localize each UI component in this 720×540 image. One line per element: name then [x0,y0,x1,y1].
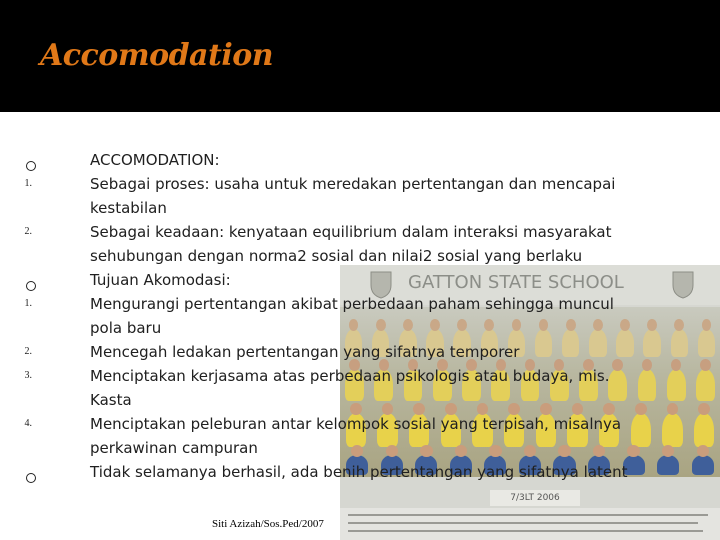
bullet-list [20,148,710,484]
title-band [0,0,720,112]
list-item [20,364,710,412]
list-item [20,460,710,484]
item-text-continued: sehubungan dengan norma2 sosial dan nilai2 sosial yang berlaku [90,247,583,265]
list-number: 2. [24,346,32,357]
item-text: : usaha untuk meredakan pertentangan dan mencapai [204,175,616,193]
item-text: Menciptakan kerjasama atas perbedaan psikologis atau budaya, mis. [90,367,610,385]
item-lead: Sebagai proses [90,175,205,193]
bullet-circle-icon [20,466,42,490]
list-item [20,172,710,220]
item-text: : kenyataan equilibrium dalam interaksi masyarakat [219,223,612,241]
item-text-continued: perkawinan campuran [90,439,258,457]
list-number: 2. [24,226,32,237]
item-text-continued: kestabilan [90,199,167,217]
list-number: 4. [24,418,32,429]
item-text-continued: Kasta [90,391,132,409]
list-item [20,220,710,268]
list-item [20,340,710,364]
item-text: Mencegah ledakan pertentangan yang sifatnya temporer [90,343,520,361]
slide-title: Accomodation [40,38,274,73]
list-item [20,268,710,292]
list-number: 1. [24,298,32,309]
item-text-continued: pola baru [90,319,162,337]
list-number: 1. [24,178,32,189]
slide-footer: Siti Azizah/Sos.Ped/2007 [212,518,324,530]
item-lead: Sebagai keadaan [90,223,220,241]
photo-caption [340,508,720,540]
photo-plate: 7/3LT 2006 [490,490,580,506]
photo-school-name: GATTON STATE SCHOOL [408,272,624,293]
item-text: Menciptakan peleburan antar kelompok sosial yang terpisah, misalnya [90,415,622,433]
list-number: 3. [24,370,32,381]
item-text: Tujuan Akomodasi: [90,271,231,289]
item-text: Mengurangi pertentangan akibat perbedaan paham sehingga muncul [90,295,614,313]
item-text: Tidak selamanya berhasil, ada benih pertentangan yang sifatnya latent [90,463,628,481]
item-text: ACCOMODATION: [90,151,220,169]
list-item [20,148,710,172]
list-item [20,292,710,340]
list-item [20,412,710,460]
